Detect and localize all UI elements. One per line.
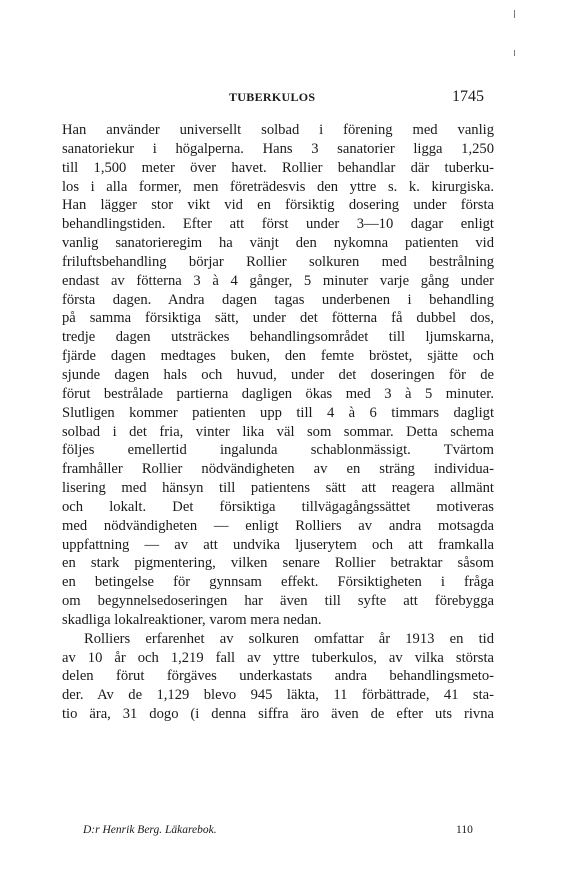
scan-speck (514, 50, 515, 56)
text-line: av 10 år och 1,219 fall av yttre tuberkulos, av vilka största (62, 649, 494, 666)
text-line: en betingelse för gynnsam effekt. Försiktigheten i fråga (62, 574, 494, 591)
footer-book-title: D:r Henrik Berg. Läkarebok. (83, 824, 217, 836)
text-line: los i alla former, men företrädesvis den yttre s. k. kirurgiska. (62, 178, 494, 195)
running-header-title: TUBERKULOS (229, 90, 316, 104)
footer-signature-number: 110 (456, 824, 473, 836)
text-line: framhåller Rollier nödvändigheten av en sträng individua- (62, 461, 494, 478)
text-line: till 1,500 meter över havet. Rollier behandlar där tuberku- (62, 159, 494, 176)
text-line: första dagen. Andra dagen tagas underbenen i behandling (62, 291, 494, 308)
text-line: tio ära, 31 dogo (i denna siffra äro även de efter uts rivna (62, 706, 494, 723)
text-line: vanlig sanatorieregim ha vänjt den nykomna patienten vid (62, 235, 494, 252)
text-line: friluftsbehandling börjar Rollier solkuren med bestrålning (62, 253, 494, 270)
text-line: sanatoriekur i högalperna. Hans 3 sanatorier ligga 1,250 (62, 140, 494, 157)
text-line: Slutligen kommer patienten upp till 4 à 6 timmars dagligt (62, 404, 494, 421)
text-line: följes emellertid ingalunda schablonmässigt. Tvärtom (62, 442, 494, 459)
text-line: sjunde dagen hals och huvud, under det doseringen för de (62, 366, 494, 383)
text-line: behandlingstiden. Efter att först under 3—10 dagar enligt (62, 216, 494, 233)
text-line: förut bestrålade partierna dagligen ökas med 3 à 5 minuter. (62, 385, 494, 402)
text-line: solbad i det fria, vinter lika väl som sommar. Detta schema (62, 423, 494, 440)
text-line: lisering med hänsyn till patientens sätt att reagera allmänt (62, 480, 494, 497)
text-line: fjärde dagen medtages buken, den femte bröstet, sjätte och (62, 348, 494, 365)
text-line: skadliga lokalreaktioner, varom mera nedan. (62, 611, 322, 628)
text-line: uppfattning — av att undvika ljuserytem och att framkalla (62, 536, 494, 553)
body-text (62, 121, 494, 724)
text-line: Rolliers erfarenhet av solkuren omfattar år 1913 en tid (84, 630, 494, 647)
text-line: delen förut förgäves underkastats andra behandlingsmeto- (62, 668, 494, 685)
text-line: der. Av de 1,129 blevo 945 läkta, 11 förbättrade, 41 sta- (62, 687, 494, 704)
text-line: Han använder universellt solbad i förening med vanlig (62, 122, 494, 138)
page-number: 1745 (452, 88, 484, 105)
text-line: med nödvändigheten — enligt Rolliers av andra motsagda (62, 517, 494, 534)
text-line: Han lägger stor vikt vid en försiktig dosering under första (62, 197, 494, 214)
scan-speck (514, 10, 515, 18)
text-line: om begynnelsedoseringen har även till syfte att förebygga (62, 593, 494, 610)
text-line: på samma försiktiga sätt, under det fötterna få dubbel dos, (62, 310, 494, 327)
text-line: en stark pigmentering, vilken senare Rollier betraktar såsom (62, 555, 494, 572)
text-line: och lokalt. Det försiktiga tillvägagångssättet motiveras (62, 498, 494, 515)
text-line: endast av fötterna 3 à 4 gånger, 5 minuter varje gång under (62, 272, 494, 289)
text-line: tredje dagen utsträckes behandlingsområdet till ljumskarna, (62, 329, 494, 346)
